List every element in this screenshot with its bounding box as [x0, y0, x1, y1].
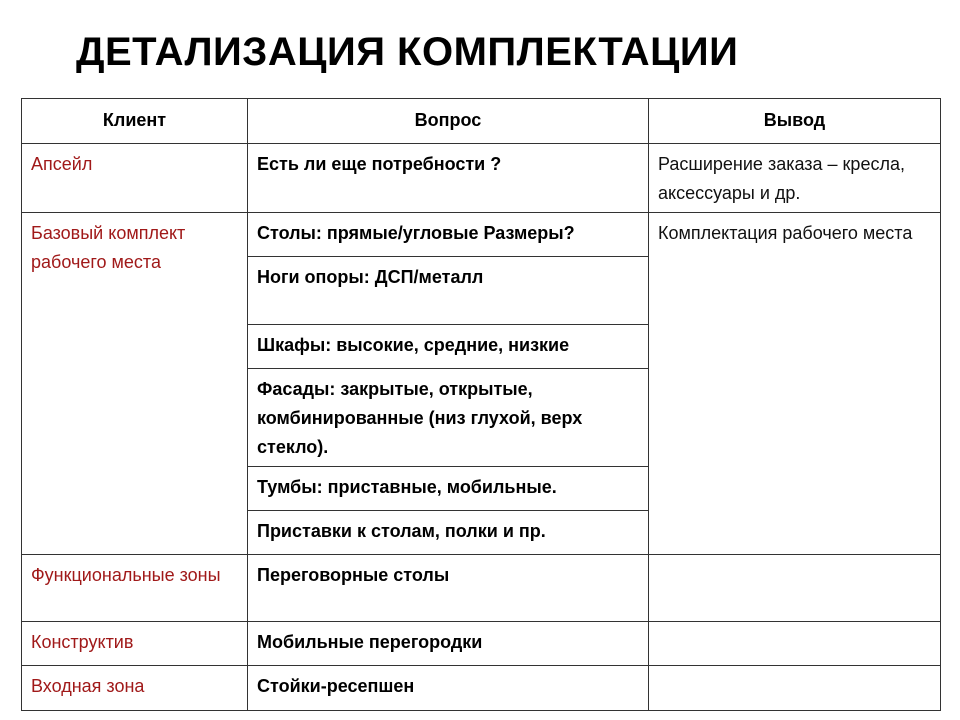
- client-cell-base: Базовый комплект рабочего места: [22, 213, 248, 555]
- question-cell-base-5: Тумбы: приставные, мобильные.: [248, 467, 649, 511]
- question-cell-base-2: Ноги опоры: ДСП/металл: [248, 257, 649, 325]
- conclusion-cell-functional: [649, 555, 941, 622]
- question-cell-base-3: Шкафы: высокие, средние, низкие: [248, 325, 649, 369]
- question-cell-base-6: Приставки к столам, полки и пр.: [248, 511, 649, 555]
- conclusion-cell-construct: [649, 622, 941, 666]
- question-cell-functional: Переговорные столы: [248, 555, 649, 622]
- client-cell-upsell: Апсейл: [22, 144, 248, 213]
- completion-table: [21, 98, 941, 711]
- header-conclusion: Вывод: [649, 99, 941, 144]
- table-row-entrance: [22, 666, 941, 711]
- question-cell-upsell: Есть ли еще потребности ?: [248, 144, 649, 213]
- header-question: Вопрос: [248, 99, 649, 144]
- conclusion-cell-entrance: [649, 666, 941, 711]
- question-cell-construct: Мобильные перегородки: [248, 622, 649, 666]
- header-client: Клиент: [22, 99, 248, 144]
- client-cell-functional: Функциональные зоны: [22, 555, 248, 622]
- client-cell-entrance: Входная зона: [22, 666, 248, 711]
- conclusion-cell-upsell: Расширение заказа – кресла, аксессуары и др.: [649, 144, 941, 213]
- table-row-upsell: [22, 144, 941, 213]
- table-row-base: [22, 213, 941, 257]
- client-cell-construct: Конструктив: [22, 622, 248, 666]
- conclusion-cell-base: Комплектация рабочего места: [649, 213, 941, 555]
- question-cell-entrance: Стойки-ресепшен: [248, 666, 649, 711]
- table-row-construct: [22, 622, 941, 666]
- page-title: ДЕТАЛИЗАЦИЯ КОМПЛЕКТАЦИИ: [76, 30, 739, 74]
- question-cell-base-1: Столы: прямые/угловые Размеры?: [248, 213, 649, 257]
- table-header-row: [22, 99, 941, 144]
- table-row-functional: [22, 555, 941, 622]
- question-cell-base-4: Фасады: закрытые, открытые, комбинированные (низ глухой, верх стекло).: [248, 369, 649, 467]
